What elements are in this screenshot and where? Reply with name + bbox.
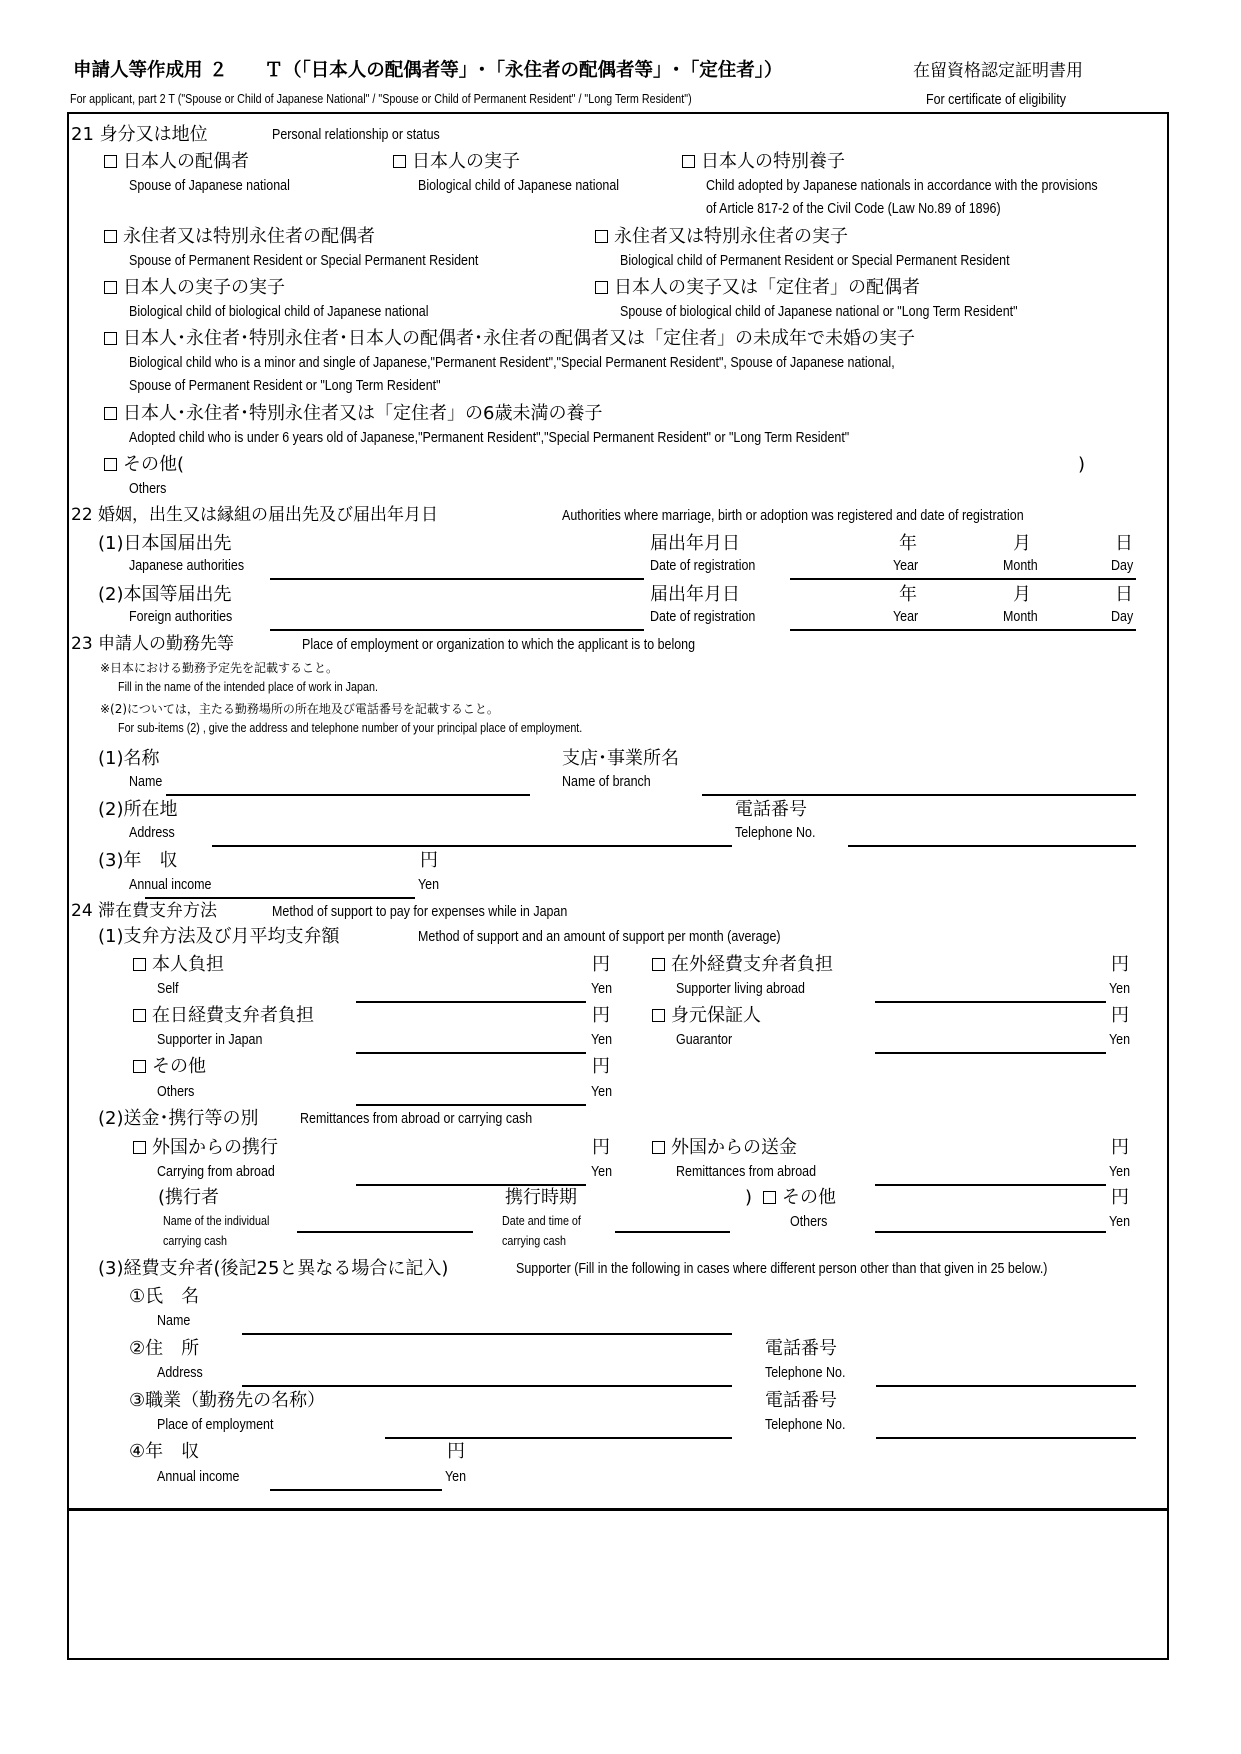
option-spouse-japanese[interactable]: 日本人の配偶者 [104,153,249,171]
checkbox[interactable] [595,281,608,294]
option-minor-child[interactable]: 日本人･永住者･特別永住者･日本人の配偶者･永住者の配偶者又は「定住者」の未成年で未婚の実子 [104,330,915,348]
japanese-authorities-field[interactable] [270,578,644,580]
s24-sub3-en: Supporter (Fill in the following in cases where different person other than that given in 25 below.) [516,1261,1048,1277]
employer-address-field[interactable] [212,845,732,847]
label-en: Remittances from abroad [676,1164,817,1180]
carrying-time-label: 携行時期 [505,1187,577,1208]
s21-title: 21 身分又は地位 [71,124,208,145]
others-amount-field[interactable] [356,1104,586,1106]
registration-date-field-1[interactable] [790,578,1136,580]
yen-label: 円 [1111,954,1129,975]
form-title-en: For applicant, part 2 T ("Spouse or Child of Japanese National" / "Spouse or Child of Permanent Resident" / "Long Term Resident") [70,92,692,106]
checkbox[interactable] [133,958,146,971]
foreign-authorities-field[interactable] [270,629,644,631]
label-en: Date of registration [650,609,756,625]
option-child-japanese[interactable]: 日本人の実子 [393,153,520,171]
label-en: carrying cash [163,1234,227,1248]
japanese-authorities-label: (1)日本国届出先 [98,533,232,554]
checkbox[interactable] [104,332,117,345]
annual-income-field[interactable] [145,897,415,899]
label-en: Date and time of [502,1214,581,1228]
label-en: Place of employment [157,1417,274,1433]
s24-sub2-en: Remittances from abroad or carrying cash [300,1111,533,1127]
employer-telephone-field[interactable] [848,845,1136,847]
date-label: 届出年月日 [650,584,740,605]
s23-title-en: Place of employment or organization to which the applicant is to belong [302,637,696,653]
month-label: 月 [1013,533,1031,554]
option-supporter-japan[interactable]: 在日経費支弁者負担 [133,1007,314,1025]
yen-label-en: Yen [1109,1032,1131,1048]
yen-label: 円 [447,1441,465,1462]
label-en: Name [129,774,163,790]
supporter-name-label: ①氏 名 [129,1286,200,1307]
label-en: Japanese authorities [129,558,245,574]
label-en: Guarantor [676,1032,733,1048]
label-en: Telephone No. [735,825,816,841]
option-spouse-child-ltr[interactable]: 日本人の実子又は「定住者」の配偶者 [595,279,920,297]
option-en: Adopted child who is under 6 years old of Japanese,"Permanent Resident","Special Permanent Resident" or "Long Term Resident" [129,430,850,446]
checkbox[interactable] [133,1009,146,1022]
label-en: Telephone No. [765,1365,846,1381]
s24-sub1: (1)支弁方法及び月平均支弁額 [98,926,340,947]
carrying-time-field[interactable] [615,1231,730,1233]
s24-sub3: (3)経費支弁者(後記25と異なる場合に記入) [98,1258,449,1279]
option-remit-others[interactable]: その他 [763,1189,836,1207]
yen-label-en: Yen [1109,1214,1131,1230]
foreign-authorities-label: (2)本国等届出先 [98,584,232,605]
day-label: 日 [1115,584,1133,605]
option-en: Spouse of Permanent Resident or Special Permanent Resident [129,253,479,269]
checkbox[interactable] [652,1141,665,1154]
checkbox[interactable] [104,230,117,243]
form-frame [67,112,1169,1510]
label-en: Supporter living abroad [676,981,805,997]
option-carrying[interactable]: 外国からの携行 [133,1139,278,1157]
option-supporter-abroad[interactable]: 在外経費支弁者負担 [652,956,833,974]
supporter-address-label: ②住 所 [129,1338,200,1359]
label-en: Others [157,1084,195,1100]
s21-title-en: Personal relationship or status [272,127,440,143]
yen-label: 円 [592,954,610,975]
month-label-en: Month [1003,558,1038,574]
yen-label: 円 [1111,1005,1129,1026]
employer-name-field[interactable] [166,794,530,796]
s22-title-en: Authorities where marriage, birth or adoption was registered and date of registration [562,508,1024,524]
s22-title: 22 婚姻，出生又は縁組の届出先及び届出年月日 [71,505,439,525]
option-en: Spouse of Permanent Resident or "Long Term Resident" [129,378,441,394]
s23-note2-en: For sub-items (2) , give the address and telephone number of your principal place of employment. [118,721,583,735]
label-en: carrying cash [502,1234,566,1248]
injapan-amount-field[interactable] [356,1052,586,1054]
month-label-en: Month [1003,609,1038,625]
label-en: Date of registration [650,558,756,574]
checkbox[interactable] [763,1191,776,1204]
option-en: Biological child of biological child of Japanese national [129,304,429,320]
option-en: Spouse of biological child of Japanese national or "Long Term Resident" [620,304,1018,320]
option-support-others[interactable]: その他 [133,1058,206,1076]
supporter-employment-label: ③職業（勤務先の名称） [129,1390,326,1411]
telephone-label: 電話番号 [735,799,807,820]
registration-date-field-2[interactable] [790,629,1136,631]
day-label-en: Day [1111,558,1134,574]
option-special-adopted[interactable]: 日本人の特別養子 [682,153,845,171]
s24-sub2: (2)送金･携行等の別 [98,1108,259,1129]
yen-label-en: Yen [591,1084,613,1100]
day-label: 日 [1115,533,1133,554]
yen-label: 円 [1111,1137,1129,1158]
option-en: Biological child of Permanent Resident or Special Permanent Resident [620,253,1010,269]
lower-blank-box [67,1508,1169,1660]
month-label: 月 [1013,584,1031,605]
s23-note1-en: Fill in the name of the intended place of work in Japan. [118,680,378,694]
label-en: Foreign authorities [129,609,233,625]
year-label-en: Year [893,609,919,625]
year-label: 年 [899,584,917,605]
year-label: 年 [899,533,917,554]
s23-title: 23 申請人の勤務先等 [71,634,235,654]
option-en: Spouse of Japanese national [129,178,290,194]
label-en: Name of the individual [163,1214,270,1228]
day-label-en: Day [1111,609,1134,625]
checkbox[interactable] [393,155,406,168]
carrying-amount-field[interactable] [356,1184,586,1186]
label-en: Telephone No. [765,1417,846,1433]
checkbox[interactable] [133,1141,146,1154]
yen-label: 円 [592,1005,610,1026]
label-en: Self [157,981,179,997]
s24-sub1-en: Method of support and an amount of support per month (average) [418,929,781,945]
branch-label: 支店･事業所名 [562,748,679,769]
yen-label-en: Yen [418,877,440,893]
label-en: Carrying from abroad [157,1164,275,1180]
option-en: Others [129,481,167,497]
option-guarantor[interactable]: 身元保証人 [652,1007,761,1025]
option-spouse-permanent[interactable]: 永住者又は特別永住者の配偶者 [104,228,375,246]
form-purpose: 在留資格認定証明書用 [913,61,1083,81]
option-en: Biological child of Japanese national [418,178,620,194]
year-label-en: Year [893,558,919,574]
label-en: Name [157,1313,191,1329]
annual-income-label: (3)年 収 [98,850,178,871]
s23-note2: ※(2)については，主たる勤務場所の所在地及び電話番号を記載すること。 [100,702,499,716]
supporter-income-field[interactable] [270,1489,442,1491]
supporter-employment-field[interactable] [385,1437,732,1439]
yen-label-en: Yen [1109,1164,1131,1180]
yen-label-en: Yen [591,1032,613,1048]
label-en: Name of branch [562,774,651,790]
checkbox[interactable] [104,458,117,471]
s23-note1: ※日本における勤務予定先を記載すること。 [100,661,339,675]
option-adopted-under6[interactable]: 日本人･永住者･特別永住者又は「定住者」の6歳未満の養子 [104,405,602,423]
yen-label: 円 [592,1137,610,1158]
yen-label-en: Yen [591,1164,613,1180]
remit-others-amount-field[interactable] [875,1231,1106,1233]
checkbox[interactable] [682,155,695,168]
checkbox[interactable] [652,958,665,971]
self-amount-field[interactable] [356,1001,586,1003]
option-child-permanent[interactable]: 永住者又は特別永住者の実子 [595,228,848,246]
checkbox[interactable] [133,1060,146,1073]
supporter-address-field[interactable] [242,1385,732,1387]
address-label: (2)所在地 [98,799,178,820]
branch-name-field[interactable] [702,794,1136,796]
date-label: 届出年月日 [650,533,740,554]
label-en: Others [790,1214,828,1230]
carrier-name-field[interactable] [297,1231,473,1233]
yen-label: 円 [420,850,438,871]
yen-label: 円 [1111,1187,1129,1208]
s24-title-en: Method of support to pay for expenses while in Japan [272,904,568,920]
label-en: Address [157,1365,203,1381]
label-en: Annual income [129,877,212,893]
label-en: Address [129,825,175,841]
form-title: 申請人等作成用 ２ Ｔ（「日本人の配偶者等」･「永住者の配偶者等」･「定住者」） [73,60,783,81]
yen-label-en: Yen [591,981,613,997]
carrier-label: (携行者 [158,1187,220,1208]
remittance-amount-field[interactable] [875,1184,1106,1186]
label-en: Supporter in Japan [157,1032,263,1048]
employer-name-label: (1)名称 [98,748,160,769]
supporter-income-label: ④年 収 [129,1441,200,1462]
yen-label: 円 [592,1056,610,1077]
yen-label-en: Yen [1109,981,1131,997]
option-others[interactable]: その他( [104,456,184,474]
telephone-label: 電話番号 [765,1338,837,1359]
supporter-employment-telephone-field[interactable] [876,1437,1136,1439]
others-close-paren: ) [1078,454,1086,475]
option-self[interactable]: 本人負担 [133,956,224,974]
option-en: Child adopted by Japanese nationals in accordance with the provisions [706,178,1098,194]
supporter-telephone-field[interactable] [876,1385,1136,1387]
yen-label-en: Yen [445,1469,467,1485]
checkbox[interactable] [104,281,117,294]
supporter-name-field[interactable] [242,1333,732,1335]
guarantor-amount-field[interactable] [875,1052,1106,1054]
close-paren: ) [745,1187,753,1208]
option-grandchild[interactable]: 日本人の実子の実子 [104,279,285,297]
option-en: Biological child who is a minor and single of Japanese,"Permanent Resident","Special Permanent Resident", Spouse of Japanese national, [129,355,895,371]
abroad-amount-field[interactable] [875,1001,1106,1003]
form-purpose-en: For certificate of eligibility [926,92,1066,108]
telephone-label: 電話番号 [765,1390,837,1411]
checkbox[interactable] [652,1009,665,1022]
option-remittance[interactable]: 外国からの送金 [652,1139,797,1157]
checkbox[interactable] [104,407,117,420]
checkbox[interactable] [104,155,117,168]
option-en: of Article 817-2 of the Civil Code (Law No.89 of 1896) [706,201,1001,217]
label-en: Annual income [157,1469,240,1485]
s24-title: 24 滞在費支弁方法 [71,901,218,921]
checkbox[interactable] [595,230,608,243]
